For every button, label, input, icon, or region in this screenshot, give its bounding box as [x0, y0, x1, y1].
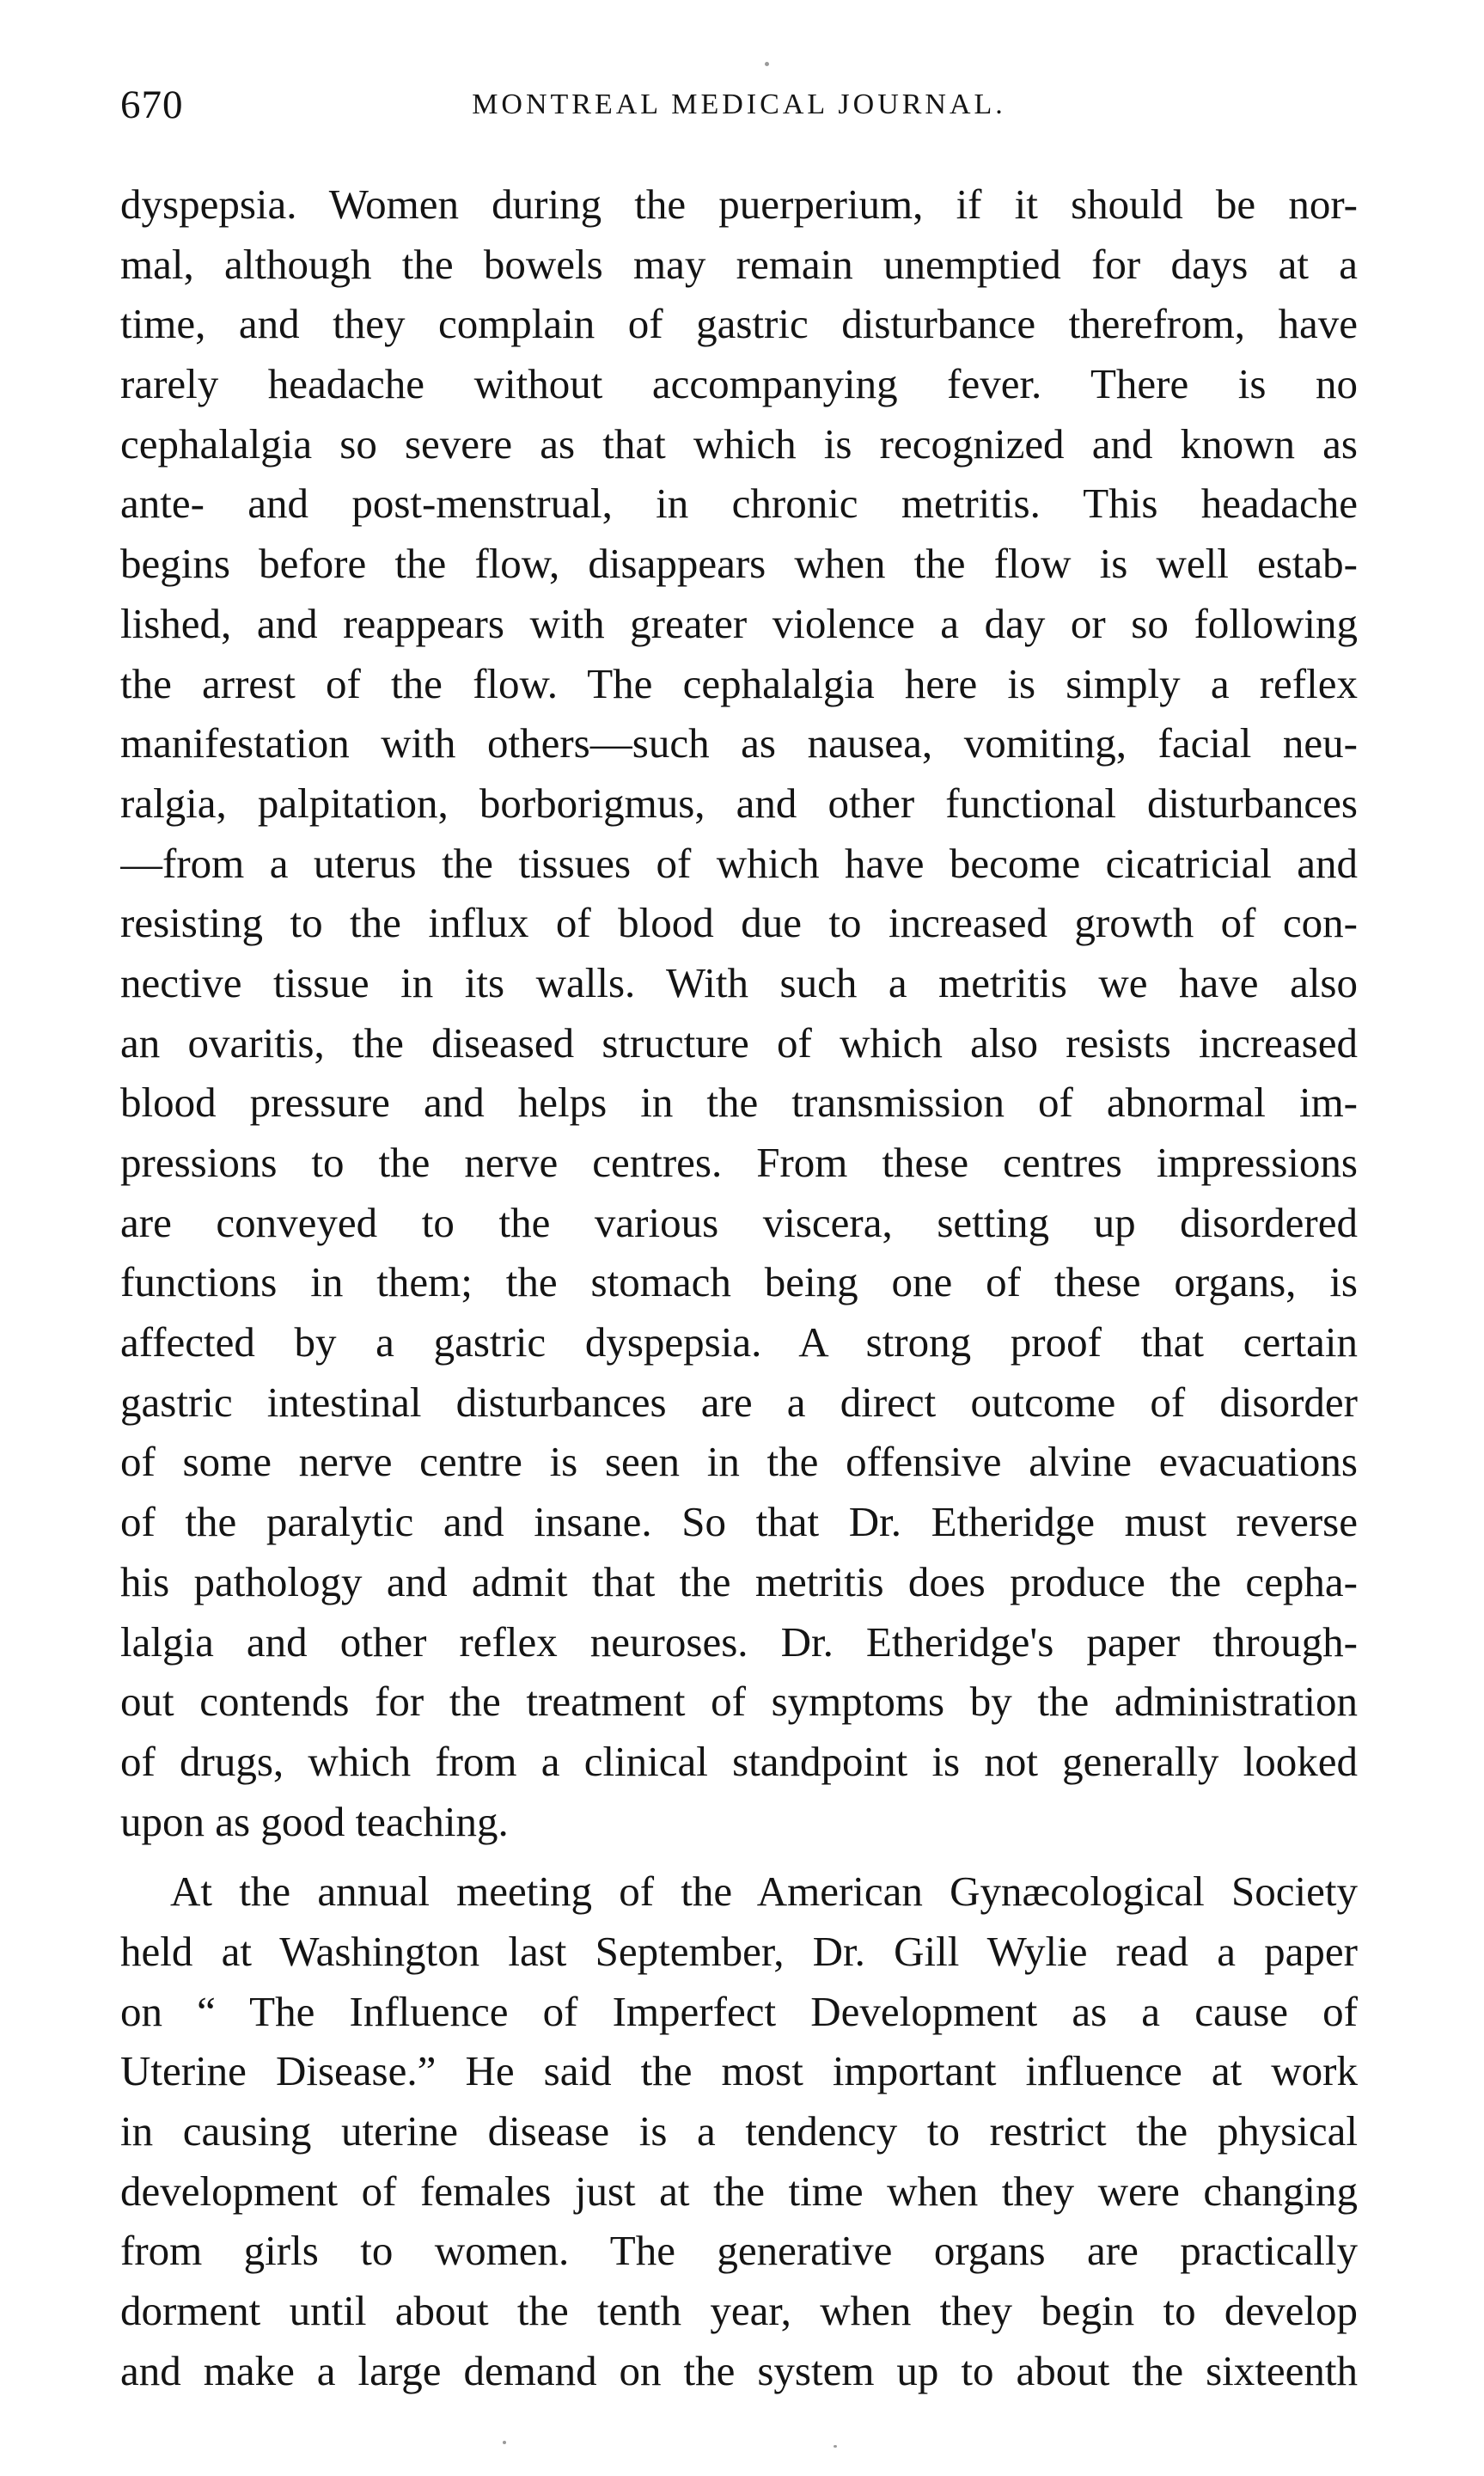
text-line: upon as good teaching. [120, 1797, 509, 1845]
text-line: an ovaritis, the diseased structure of which also resists increased [120, 1018, 1358, 1067]
text-line: held at Washington last September, Dr. Gill Wylie read a paper [120, 1927, 1358, 1975]
text-line: functions in them; the stomach being one of these organs, is [120, 1258, 1358, 1306]
text-line: nective tissue in its walls. With such a metritis we have also [120, 958, 1358, 1006]
text-line: —from a uterus the tissues of which have become cicatricial and [120, 839, 1358, 887]
text-line: out contends for the treatment of symptoms by the administration [120, 1678, 1358, 1726]
paragraph-1 [120, 174, 1358, 1851]
scan-speck [503, 2441, 506, 2444]
page-number: 670 [120, 83, 184, 127]
text-line: are conveyed to the various viscera, setting up disordered [120, 1198, 1358, 1246]
text-line: and make a large demand on the system up to about the sixteenth [120, 2346, 1358, 2394]
text-line: begins before the flow, disappears when the flow is well estab- [120, 540, 1358, 588]
text-line: dyspepsia. Women during the puerperium, if it should be nor- [120, 180, 1358, 228]
text-line: on “ The Influence of Imperfect Development as a cause of [120, 1987, 1358, 2035]
text-line: resisting to the influx of blood due to increased growth of con- [120, 899, 1358, 947]
text-line: ralgia, palpitation, borborigmus, and other functional disturbances [120, 779, 1358, 827]
text-line: from girls to women. The generative organs are practically [120, 2227, 1358, 2275]
text-line: his pathology and admit that the metritis does produce the cepha- [120, 1557, 1358, 1605]
text-line: the arrest of the flow. The cephalalgia here is simply a reflex [120, 659, 1358, 707]
text-line: blood pressure and helps in the transmission of abnormal im- [120, 1079, 1358, 1127]
text-line: lalgia and other reflex neuroses. Dr. Etheridge's paper through- [120, 1617, 1358, 1666]
scan-speck [834, 2445, 837, 2448]
text-line: rarely headache without accompanying fever. There is no [120, 360, 1358, 408]
paragraph-2 [120, 1862, 1358, 2400]
paragraph-gap [120, 1851, 1358, 1862]
text-line: At the annual meeting of the American Gynæcological Society [170, 1868, 1358, 1916]
text-line: development of females just at the time when they were changing [120, 2167, 1358, 2215]
text-line: of some nerve centre is seen in the offensive alvine evacuations [120, 1438, 1358, 1486]
text-line: mal, although the bowels may remain unemptied for days at a [120, 240, 1358, 288]
text-line: lished, and reappears with greater violence a day or so following [120, 599, 1358, 647]
text-line: Uterine Disease.” He said the most important influence at work [120, 2047, 1358, 2095]
text-line: of drugs, which from a clinical standpoint is not generally looked [120, 1737, 1358, 1785]
running-head [120, 79, 1358, 131]
text-line: in causing uterine disease is a tendency to restrict the physical [120, 2107, 1358, 2155]
text-line: of the paralytic and insane. So that Dr. Etheridge must reverse [120, 1498, 1358, 1546]
scan-speck [765, 62, 769, 66]
text-line: time, and they complain of gastric disturbance therefrom, have [120, 300, 1358, 348]
text-line: cephalalgia so severe as that which is recognized and known as [120, 419, 1358, 468]
text-line: gastric intestinal disturbances are a direct outcome of disorder [120, 1378, 1358, 1426]
text-line: affected by a gastric dyspepsia. A strong proof that certain [120, 1318, 1358, 1366]
body-text [120, 174, 1358, 2400]
text-line: ante- and post-menstrual, in chronic metritis. This headache [120, 480, 1358, 528]
text-line: pressions to the nerve centres. From these centres impressions [120, 1139, 1358, 1186]
text-line: manifestation with others—such as nausea, vomiting, facial neu- [120, 719, 1358, 767]
journal-title: MONTREAL MEDICAL JOURNAL. [472, 89, 1006, 120]
text-line: dorment until about the tenth year, when they begin to develop [120, 2287, 1358, 2335]
